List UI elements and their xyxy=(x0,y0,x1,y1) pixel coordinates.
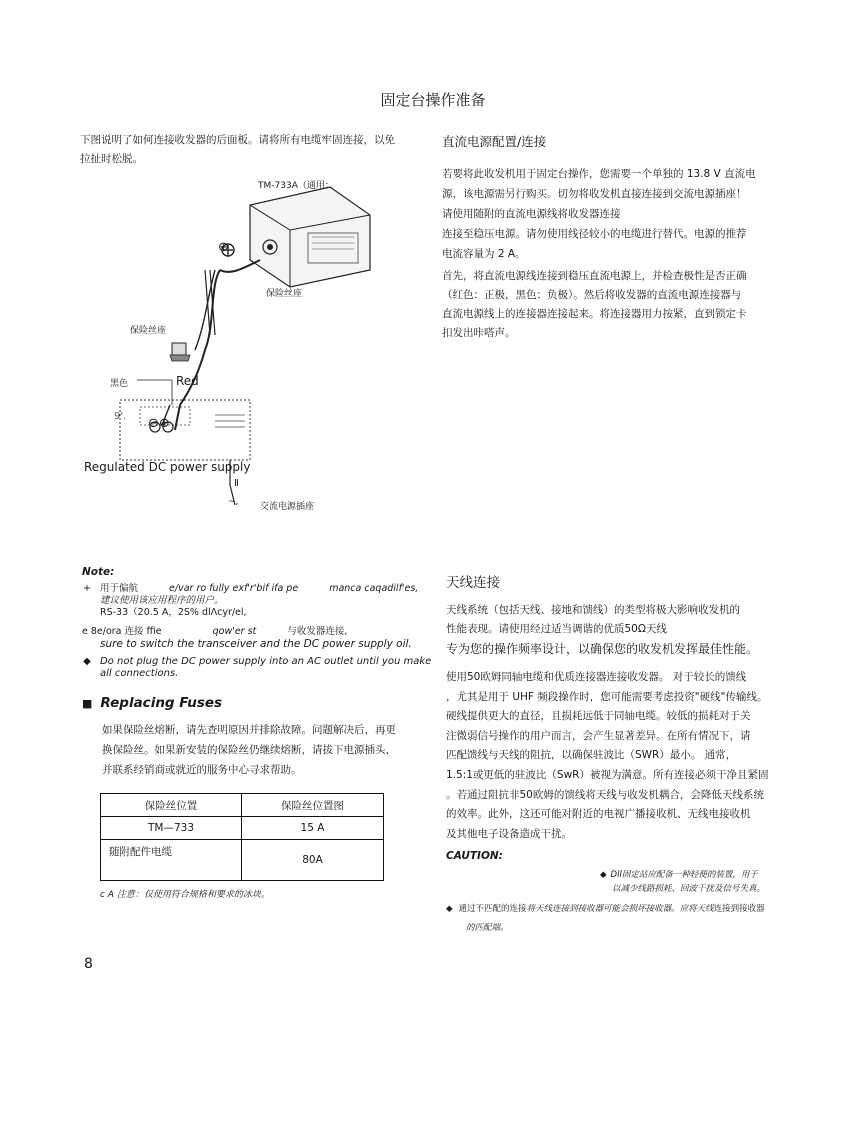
stray-mark: 9'. xyxy=(114,411,127,422)
bullet-marker: + xyxy=(83,583,91,594)
note-text: qow'er st xyxy=(212,626,257,637)
antenna-line: 硬线提供更大的直径，且损耗远低于同轴电缆。较低的损耗对于关 xyxy=(446,710,751,723)
red-wire-label: Red xyxy=(176,374,199,388)
outlet-mark: Ⅱ xyxy=(234,478,239,489)
dc-heading: 直流电源配置/连接 xyxy=(442,134,547,149)
ac-mark: ~, xyxy=(228,497,239,507)
square-bullet-icon: ■ xyxy=(82,696,93,710)
caution-text: Dll固定站应配备一种轻便的装置，用于 xyxy=(610,870,758,880)
note-text: 与收发器连接, xyxy=(287,626,348,637)
dc-line: 直流电源线上的连接器连接起来。将连接器用力按紧，直到锁定卡 xyxy=(442,308,747,320)
minus-plus-terminals: ⊖⊕ xyxy=(148,416,170,431)
note-heading: Note: xyxy=(82,566,115,578)
antenna-line: 。若通过阻抗非50欧姆的馈线将天线与收发机耦合，会降低天线系统 xyxy=(446,788,764,801)
dc-line: 电流容量为 2 A。 xyxy=(442,248,526,260)
table-cell: TM—733 xyxy=(101,817,242,840)
bullet-marker: ◆ xyxy=(83,656,91,667)
note-bullet-3 xyxy=(82,656,432,680)
fuse-caution: c A 注意：仅使用符合规格和要求的冰块。 xyxy=(100,890,270,900)
note-text: manca caqadilf'es, xyxy=(329,583,419,594)
note-text: sure to switch the transceiver and the DC power supply oil. xyxy=(100,638,412,650)
fuses-heading-row xyxy=(82,695,222,711)
caution-bullet-2 xyxy=(446,900,806,938)
antenna-line: 天线系统（包括天线、接地和馈线）的类型将极大影响收发机的 xyxy=(446,604,740,616)
note-text: Do not plug the DC power supply into an AC outlet until you make xyxy=(100,656,432,667)
dc-line: 扣发出咔嗒声。 xyxy=(442,327,516,339)
note-bullet-2 xyxy=(82,626,432,650)
antenna-line: 性能表现。请使用经过适当调谐的优质50Ω天线 xyxy=(446,623,667,635)
fuses-line: 并联系经销商或就近的服务中心寻求帮助。 xyxy=(102,764,302,776)
table-cell: 随附配件电缆 xyxy=(101,840,242,881)
antenna-paragraph-2 xyxy=(446,668,808,844)
antenna-line: 1.5:1或更低的驻波比（SwR）被视为满意。所有连接必须干净且紧固 xyxy=(446,768,769,781)
page-number: 8 xyxy=(84,956,93,972)
dc-line: 首先，将直流电源线连接到稳压直流电源上，并检查极性是否正确 xyxy=(442,270,747,282)
intro-line: 下图说明了如何连接收发器的后面板。请将所有电缆牢固连接，以免 xyxy=(80,134,395,146)
note-bullet-1 xyxy=(82,583,432,619)
caution-text: 将天线连接到接收器可能会损坏接收器。应将天线 xyxy=(526,904,714,914)
table-header-cell: 保险丝位置 xyxy=(101,794,242,817)
plus-terminal: ⊕ xyxy=(218,240,229,255)
dc-paragraph-1 xyxy=(442,164,802,264)
antenna-line: ，尤其是用于 UHF 频段操作时，您可能需要考虑投资"硬线"传输线。 xyxy=(446,690,768,703)
antenna-paragraph-1 xyxy=(446,601,806,659)
antenna-line: 注微弱信号操作的用户而言，会产生显著差异。在所有情况下，请 xyxy=(446,729,751,742)
caution-text: 的匹配端。 xyxy=(466,923,509,933)
antenna-line: 使用50欧姆同轴电缆和优质连接器连接收发器。 对于较长的馈线 xyxy=(446,671,747,683)
intro-line: 拉扯时松脱。 xyxy=(80,153,143,165)
intro-paragraph xyxy=(80,131,420,169)
note-text: e/var ro fully exf'r'bif ifa pe xyxy=(169,583,299,594)
transceiver-drawing xyxy=(250,187,370,287)
note-text: 建议使用该应用程序的用户。 xyxy=(100,595,224,606)
dc-line: （红色：正极，黑色：负极）。然后将收发器的直流电源连接器与 xyxy=(442,289,742,301)
power-supply-label: Regulated DC power supply xyxy=(84,460,251,474)
table-cell: 15 A xyxy=(242,817,384,840)
note-text: e 8e/ora 连接 ffie xyxy=(82,626,162,637)
table-row xyxy=(101,817,384,840)
dc-line: 若要将此收发机用于固定台操作，您需要一个单独的 13.8 V 直流电 xyxy=(442,168,756,180)
caution-bullet-1 xyxy=(600,868,765,896)
page-title: 固定台操作准备 xyxy=(380,91,486,109)
table-row xyxy=(101,840,384,881)
bullet-marker: ◆ xyxy=(600,870,607,880)
antenna-line: 专为您的操作频率设计，以确保您的收发机发挥最佳性能。 xyxy=(446,642,759,656)
table-header-cell: 保险丝位置图 xyxy=(242,794,384,817)
black-wire-label: 黑色 xyxy=(110,379,129,389)
caution-text: 连接到接收器 xyxy=(713,904,765,914)
table-header-row xyxy=(101,794,384,817)
dc-paragraph-2 xyxy=(442,267,802,343)
dc-line: 连接至稳压电源。请勿使用线径较小的电缆进行替代。电源的推荐 xyxy=(442,228,747,240)
caution-text: 通过不匹配的连接 xyxy=(458,904,527,914)
note-text: 用于偏航 xyxy=(100,583,139,594)
antenna-heading: 天线连接 xyxy=(446,575,500,591)
model-label: TM-733A（通用； xyxy=(258,181,334,191)
fuses-line: 换保险丝。如果新安装的保险丝仍继续熔断，请拔下电源插头， xyxy=(102,744,396,756)
fuses-paragraph xyxy=(102,720,422,780)
ac-outlet-label: 交流电源插座 xyxy=(260,502,315,512)
caution-text: 以减少线路损耗、回波干扰及信号失真。 xyxy=(612,884,766,894)
bullet-marker: ◆ xyxy=(446,904,453,914)
dc-line: 源，该电源需另行购买。切勿将收发机直接连接到交流电源插座！ xyxy=(442,188,747,200)
fuses-line: 如果保险丝熔断，请先查明原因并排除故障。问题解决后，再更 xyxy=(102,724,396,736)
fuse-holder-label: 保险丝座 xyxy=(266,289,303,299)
caution-heading: CAUTION: xyxy=(446,850,503,862)
fuse-table xyxy=(100,793,384,881)
note-text: all connections. xyxy=(100,668,179,679)
dc-line: 请使用随附的直流电源线将收发器连接 xyxy=(442,208,621,220)
antenna-line: 匹配馈线与天线的阻抗，以确保驻波比（SWR）最小。 通常， xyxy=(446,749,737,762)
fuse-holder-label: 保险丝座 xyxy=(130,326,167,336)
antenna-line: 及其他电子设备造成干扰。 xyxy=(446,827,572,840)
note-text: RS-33（20.5 A，2S% dlΛcyr/el, xyxy=(100,607,247,618)
antenna-line: 的效率。此外，这还可能对附近的电视广播接收机、无线电接收机 xyxy=(446,808,751,821)
fuses-heading: Replacing Fuses xyxy=(100,695,223,711)
table-cell: 80A xyxy=(242,840,384,881)
